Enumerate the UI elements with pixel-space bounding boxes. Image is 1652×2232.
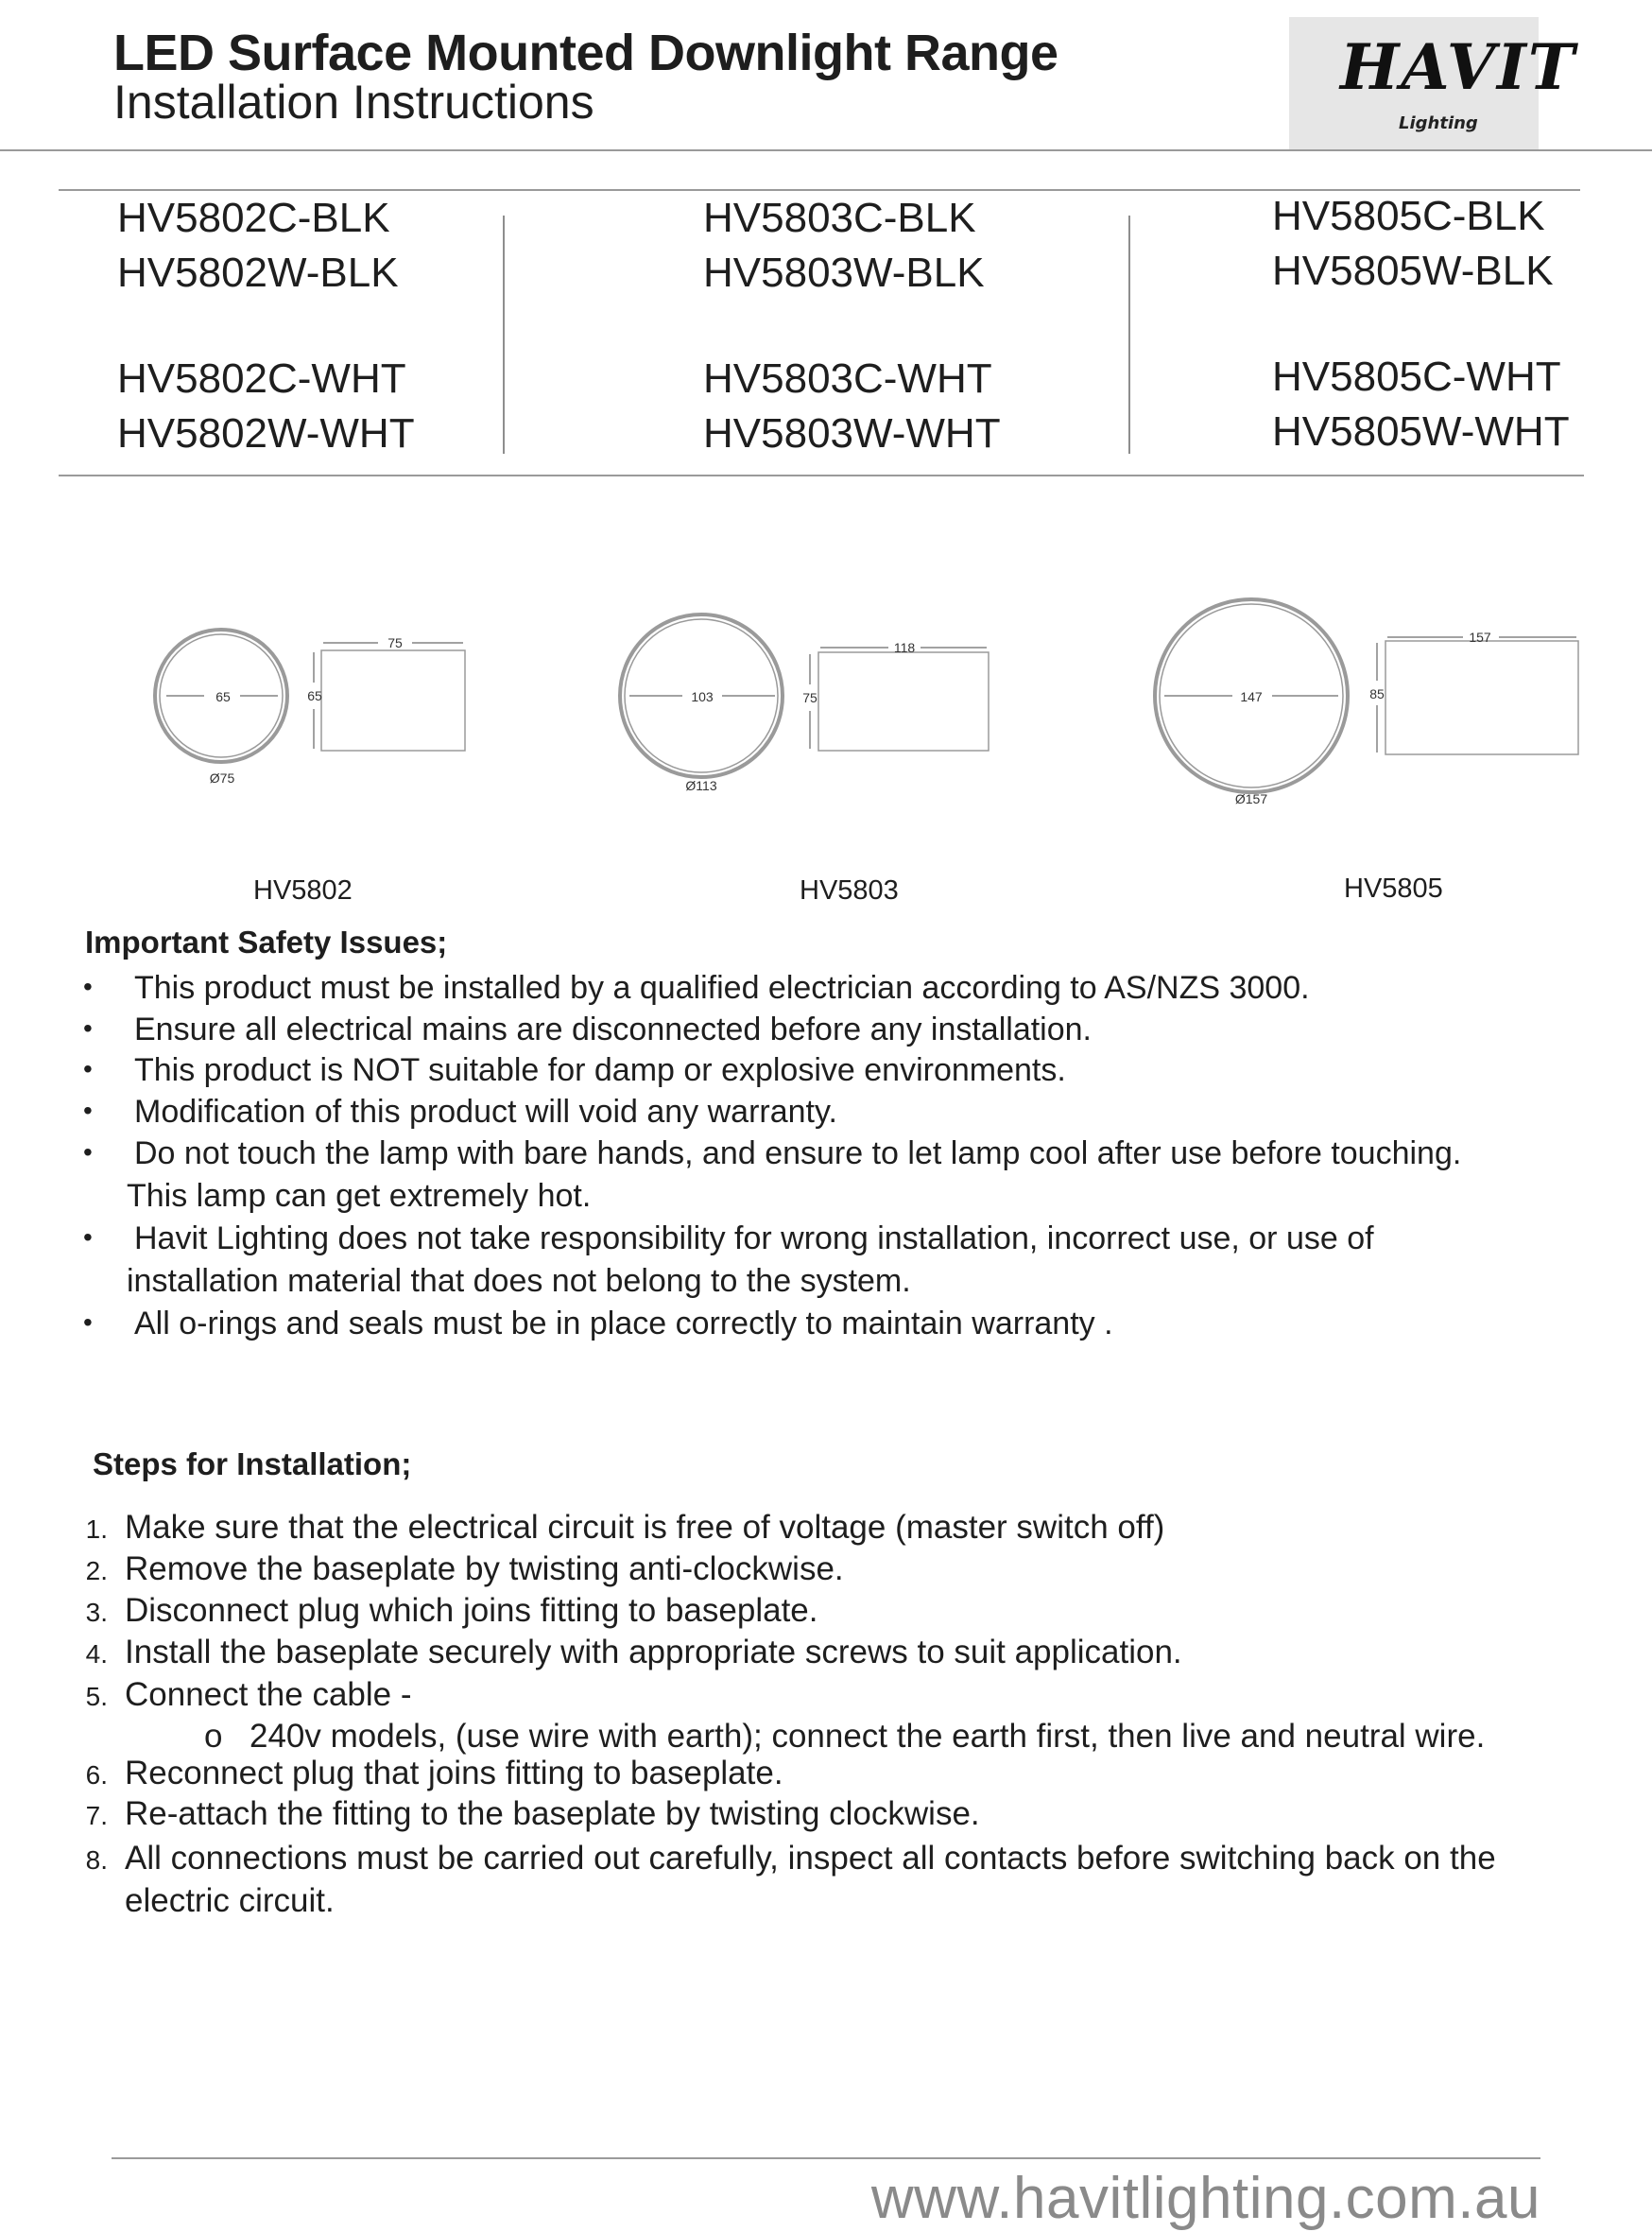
step-number: 4. <box>85 1639 108 1669</box>
step-text: Remove the baseplate by twisting anti-clockwise. <box>125 1550 844 1587</box>
page-title: LED Surface Mounted Downlight Range <box>113 25 1058 81</box>
model-code: HV5803C-WHT <box>703 355 992 402</box>
safety-item: Havit Lighting does not take responsibility for wrong installation, incorrect use, or use of <box>134 1220 1374 1256</box>
sub-step-text: 240v models, (use wire with earth); connect the earth first, then live and neutral wire. <box>250 1718 1486 1755</box>
model-code: HV5805C-BLK <box>1272 193 1545 239</box>
havit-logo <box>1289 17 1576 149</box>
models-col-3 <box>1272 193 1570 456</box>
step-number: 5. <box>85 1682 108 1711</box>
header-divider <box>0 149 1652 151</box>
dimension-drawings <box>0 577 1652 841</box>
step-number: 6. <box>85 1760 108 1790</box>
models-bottom-rule <box>59 475 1584 476</box>
step-number: 3. <box>85 1598 108 1627</box>
step-text: Disconnect plug which joins fitting to baseplate. <box>125 1592 818 1629</box>
models-separator-2 <box>1128 216 1130 454</box>
model-code: HV5802C-BLK <box>117 195 390 241</box>
dim-width: 157 <box>1469 630 1491 645</box>
safety-item: This product is NOT suitable for damp or explosive environments. <box>134 1052 1066 1088</box>
model-code: HV5802C-WHT <box>117 355 406 402</box>
step-text: Make sure that the electrical circuit is free of voltage (master switch off) <box>125 1509 1165 1546</box>
footer-divider <box>112 2157 1540 2159</box>
safety-item-continuation: installation material that does not belong to the system. <box>127 1263 911 1299</box>
dim-height: 85 <box>1369 686 1385 701</box>
step-text: Re-attach the fitting to the baseplate by twisting clockwise. <box>125 1795 980 1832</box>
safety-item: Ensure all electrical mains are disconnected before any installation. <box>134 1012 1092 1047</box>
bullet: • <box>83 1013 93 1043</box>
diagram-label-hv5803: HV5803 <box>800 875 899 906</box>
bullet: • <box>83 972 93 1001</box>
dim-height: 75 <box>802 690 817 705</box>
safety-item: All o-rings and seals must be in place correctly to maintain warranty . <box>134 1306 1113 1341</box>
safety-heading: Important Safety Issues; <box>85 925 448 960</box>
step-number: 2. <box>85 1556 108 1585</box>
model-code: HV5803C-BLK <box>703 195 976 241</box>
lamp-side-outline <box>321 650 465 751</box>
step-number: 7. <box>85 1801 108 1830</box>
diagram-label-hv5802: HV5802 <box>253 875 353 906</box>
step-text: All connections must be carried out carefully, inspect all contacts before switching back on the <box>125 1840 1496 1877</box>
logo-tagline: Lighting <box>1399 113 1478 133</box>
model-code: HV5803W-WHT <box>703 410 1001 457</box>
dim-diameter: Ø113 <box>685 778 717 793</box>
dim-inner: 103 <box>691 689 714 704</box>
lamp-side-outline <box>1385 641 1578 754</box>
logo-wordmark: HAVIT <box>1340 30 1576 104</box>
dim-inner: 147 <box>1240 689 1263 704</box>
dim-inner: 65 <box>215 689 231 704</box>
diagram-label-hv5805: HV5805 <box>1344 874 1443 904</box>
dim-diameter: Ø75 <box>209 770 235 786</box>
website-url: www.havitlighting.com.au <box>870 2166 1540 2231</box>
step-number: 8. <box>85 1845 108 1875</box>
dim-width: 118 <box>893 640 916 655</box>
step-text: Connect the cable - <box>125 1676 412 1713</box>
bullet: • <box>83 1307 93 1337</box>
step-text: Install the baseplate securely with appropriate screws to suit application. <box>125 1634 1182 1670</box>
model-code: HV5805W-BLK <box>1272 248 1554 294</box>
bullet: • <box>83 1054 93 1083</box>
safety-item: This product must be installed by a qualified electrician according to AS/NZS 3000. <box>134 970 1310 1006</box>
safety-item: Do not touch the lamp with bare hands, and ensure to let lamp cool after use before touching. <box>134 1135 1462 1171</box>
safety-item-continuation: This lamp can get extremely hot. <box>127 1178 592 1214</box>
models-top-rule <box>59 189 1580 191</box>
model-code: HV5805C-WHT <box>1272 354 1561 400</box>
step-text: Reconnect plug that joins fitting to baseplate. <box>125 1755 783 1791</box>
safety-item: Modification of this product will void any warranty. <box>134 1094 837 1130</box>
model-code: HV5802W-BLK <box>117 250 399 296</box>
steps-heading: Steps for Installation; <box>93 1446 412 1481</box>
sub-step-marker: o <box>204 1718 223 1755</box>
step-number: 1. <box>85 1514 108 1544</box>
step-text-continuation: electric circuit. <box>125 1882 335 1919</box>
models-separator-1 <box>503 216 505 454</box>
lamp-side-outline <box>818 652 989 751</box>
bullet: • <box>83 1222 93 1252</box>
bullet: • <box>83 1096 93 1125</box>
model-code: HV5802W-WHT <box>117 410 415 457</box>
models-col-1 <box>117 195 415 458</box>
model-code: HV5805W-WHT <box>1272 408 1570 455</box>
bullet: • <box>83 1137 93 1167</box>
page-subtitle: Installation Instructions <box>113 76 594 129</box>
dim-diameter: Ø157 <box>1234 791 1268 806</box>
models-col-2 <box>703 195 1001 458</box>
dim-width: 75 <box>387 635 403 650</box>
dim-height: 65 <box>307 688 322 703</box>
hv5805-drawing <box>1155 599 1578 792</box>
model-code: HV5803W-BLK <box>703 250 985 296</box>
